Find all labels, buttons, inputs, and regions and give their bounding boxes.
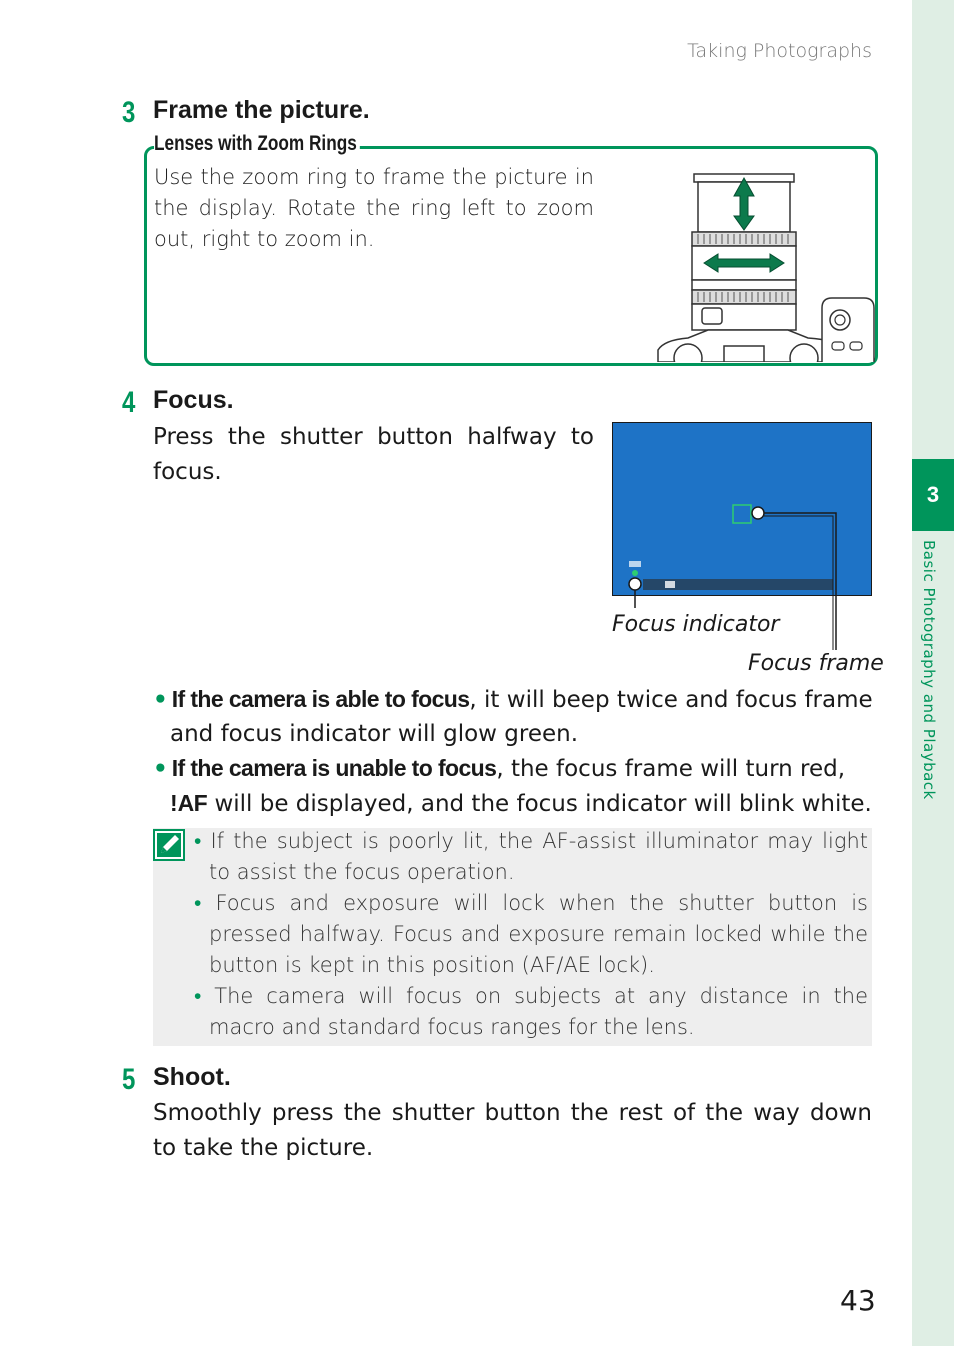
step-5-number: 5 <box>122 1063 136 1096</box>
chapter-title: Basic Photography and Playback <box>920 540 938 800</box>
note-list <box>194 826 868 1043</box>
note-pencil-icon <box>153 829 185 861</box>
bullet-able-to-focus: • If the camera is able to focus, it will beep twice and focus frame and focus indicator will glow green. <box>153 686 873 747</box>
bullet-dot: • <box>153 756 168 782</box>
zoom-ring-text: Use the zoom ring to frame the picture in the display. Rotate the ring left to zoom out, right to zoom in. <box>154 165 594 251</box>
bullet-dot: • <box>153 687 168 713</box>
bullet-unable-to-focus: • If the camera is unable to focus, the focus frame will turn red, !AF will be displayed, and the focus indicator will blink white. <box>153 755 872 817</box>
note-item: • The camera will focus on subjects at any distance in the macro and standard focus ranges for the lens. <box>194 984 869 1039</box>
step-5-title: Shoot. <box>153 1063 231 1091</box>
running-header: Taking Photographs <box>687 40 872 62</box>
focus-frame-label: Focus frame <box>748 651 884 676</box>
step-3-number: 3 <box>122 96 136 129</box>
chapter-tab[interactable]: 3 <box>912 459 954 531</box>
note-item: • If the subject is poorly lit, the AF-assist illuminator may light to assist the focus operation. <box>194 829 868 884</box>
step-3-title: Frame the picture. <box>153 96 370 124</box>
step-4-number: 4 <box>122 386 136 419</box>
af-warning-icon: ! <box>170 790 178 816</box>
step-4-text: Press the shutter button halfway to focus. <box>153 424 594 485</box>
zoom-ring-box-label: Lenses with Zoom Rings <box>154 132 360 156</box>
af-warning-text: AF <box>177 790 208 816</box>
step-4-title: Focus. <box>153 386 234 414</box>
focus-indicator-label: Focus indicator <box>612 612 780 637</box>
step-5-text: Smoothly press the shutter button the rest of the way down to take the picture. <box>153 1100 872 1161</box>
note-item: • Focus and exposure will lock when the shutter button is pressed halfway. Focus and exposure remain locked while the button is kept in this position (AF/AE lock). <box>194 891 868 977</box>
camera-lens-illustration <box>648 168 876 362</box>
page-number: 43 <box>840 1284 876 1317</box>
